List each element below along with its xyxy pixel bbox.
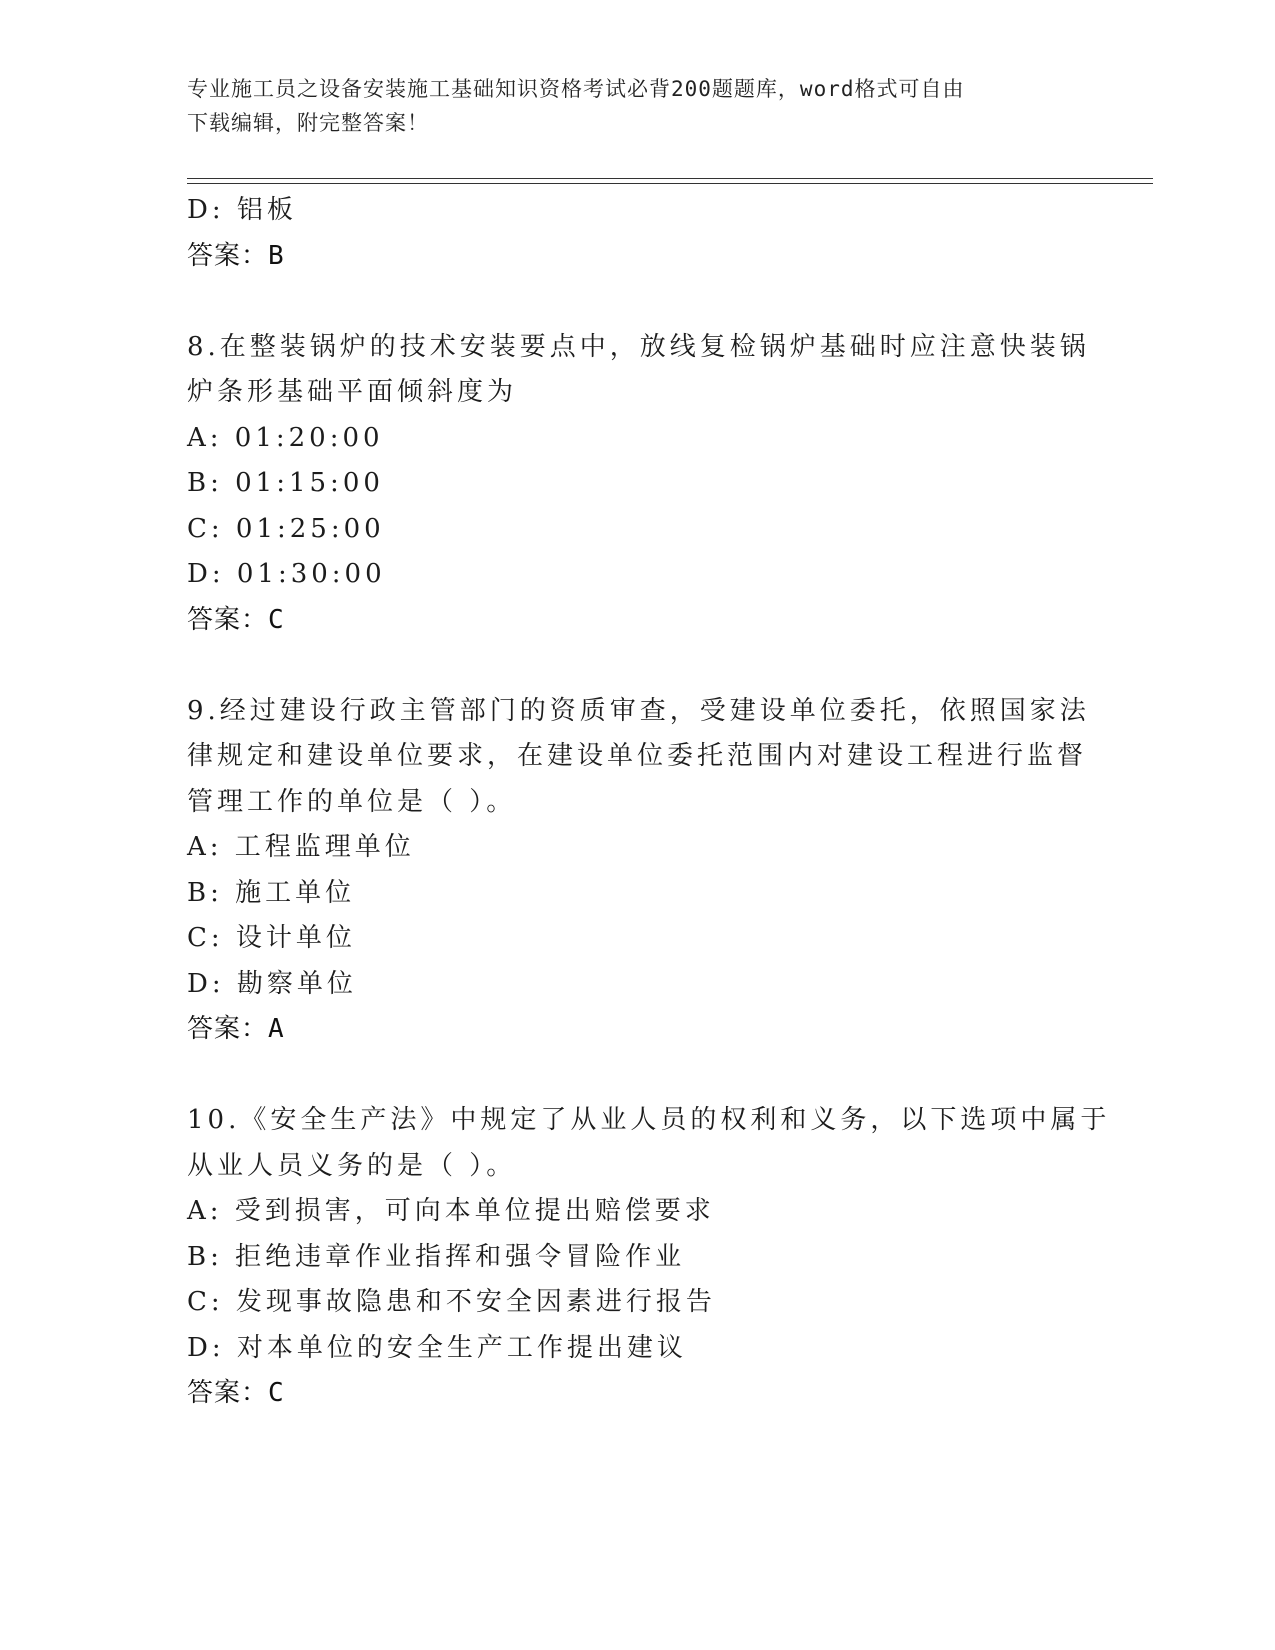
option-a: A: 01:20:00 (187, 422, 384, 453)
option-b: B: 拒绝违章作业指挥和强令冒险作业 (187, 1241, 686, 1272)
question-9 (187, 689, 1117, 1053)
question-8 (187, 325, 1117, 644)
option-a: A: 工程监理单位 (187, 832, 415, 862)
header-divider-top (187, 178, 1153, 179)
question-text-line: 从业人员义务的是（ ）。 (187, 1150, 517, 1181)
option-c: C: 01:25:00 (187, 513, 385, 544)
answer-line: 答案：B (187, 240, 285, 271)
option-a: A: 受到损害，可向本单位提出赔偿要求 (187, 1196, 715, 1226)
question-text-line: 10.《安全生产法》中规定了从业人员的权利和义务，以下选项中属于 (187, 1105, 1111, 1135)
spacer (187, 279, 1117, 325)
answer-line: 答案：C (187, 604, 285, 635)
option-d: D: 01:30:00 (187, 559, 386, 589)
header-line-2: 下载编辑，附完整答案！ (187, 111, 429, 135)
question-list (187, 188, 1117, 1417)
option-d: D: 铝板 (187, 195, 297, 225)
option-c: C: 设计单位 (187, 923, 356, 953)
answer-line: 答案：A (187, 1014, 285, 1044)
question-text-line: 9.经过建设行政主管部门的资质审查，受建设单位委托，依照国家法 (187, 695, 1090, 726)
spacer (187, 643, 1117, 689)
header-divider-bottom (187, 183, 1153, 184)
spacer (187, 1053, 1117, 1099)
option-d: D: 勘察单位 (187, 968, 357, 999)
question-7-tail (187, 188, 1117, 279)
header-line-1: 专业施工员之设备安装施工基础知识资格考试必背200题题库，word格式可自由 (187, 77, 965, 101)
question-text-line: 炉条形基础平面倾斜度为 (187, 377, 518, 407)
option-b: B: 01:15:00 (187, 468, 384, 498)
question-text-line: 律规定和建设单位要求，在建设单位委托范围内对建设工程进行监督 (187, 741, 1088, 771)
document-header (187, 72, 1087, 140)
question-10 (187, 1098, 1117, 1417)
option-d: D: 对本单位的安全生产工作提出建议 (187, 1332, 687, 1363)
option-b: B: 施工单位 (187, 877, 356, 908)
question-text-line: 8.在整装锅炉的技术安装要点中，放线复检锅炉基础时应注意快装锅 (187, 331, 1090, 362)
question-text-line: 管理工作的单位是（ ）。 (187, 786, 517, 817)
option-c: C: 发现事故隐患和不安全因素进行报告 (187, 1287, 716, 1317)
answer-line: 答案：C (187, 1378, 285, 1408)
